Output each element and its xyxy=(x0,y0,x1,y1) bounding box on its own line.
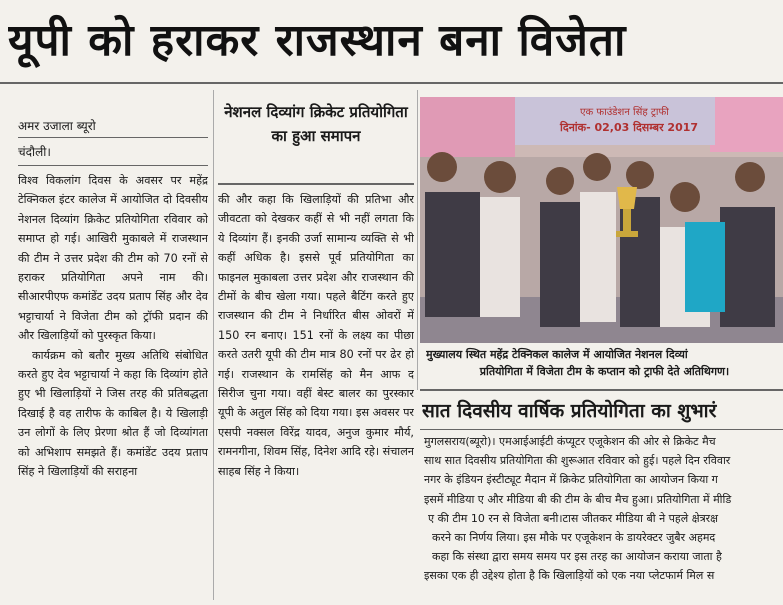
article-line: इसका एक ही उद्देश्य होता है कि खिलाड़ियों को एक नया प्लेटफार्म मिल स xyxy=(424,569,715,583)
article-line: साथ सात दिवसीय प्रतियोगिता की शुरूआत रविवार को हुई। पहले दिन रविवार xyxy=(424,454,731,468)
section-rule xyxy=(420,389,783,391)
article-line: कहा कि संस्था द्वारा समय समय पर इस तरह का आयोजन कराया जाता है xyxy=(432,550,722,564)
article-line: नगर के इंडियन इंस्टीट्यूट मैदान में क्रिकेट प्रतियोगिता का आयोजन किया ग xyxy=(424,473,718,487)
article-line: ए की टीम 10 रन से विजेता बनी।टास जीतकर मीडिया बी ने पहले क्षेत्ररक्ष xyxy=(428,511,719,525)
article-column-2 xyxy=(218,190,414,601)
subhead-rule xyxy=(218,183,414,185)
trophy-ceremony-photo xyxy=(420,97,783,343)
subhead: नेशनल दिव्यांग क्रिकेट प्रतियोगिता का हुआ समापन xyxy=(224,103,408,145)
article-paragraph: की और कहा कि खिलाड़ियों की प्रतिभा और जीवटता को देखकर कहीं से भी नहीं लगता कि ये दिव्यांग हैं। इनकी उर्जा सामान्य व्यक्ति से भी कहीं अधिक है। इससे पूर्व प्रतियोगिता का फाइनल मुकाबला उत्तर प्रदेश और राजस्थान की टीमों के बीच खेला गया। पहले बैटिंग करते हुए राजस्थान की टीम ने निर्धारित बीस ओवरों में 150 रन बनाए। 151 रनों के लक्ष्य का पीछा करते उतरी यूपी की टीम मात्र 80 रनों पर ढेर हो गई। राजस्थान के रामसिंह को मैन आफ द सिरीज चुना गया। वहीं बेस्ट बालर का पुरस्कार यूपी के अतुल सिंह को दिया गया। इस अवसर पर एसपी नक्सल विरेंद्र यादव, अनुज कुमार मौर्य, रामनगीना, शिवम सिंह, दिनेश आदि रहे। संचालन साहब सिंह ने किया। xyxy=(218,193,414,478)
photo-caption-line: मुख्यालय स्थित महेंद्र टेक्निकल कालेज में आयोजित नेशनल दिव्यां xyxy=(426,348,688,361)
headline-rule xyxy=(0,82,783,84)
headline: यूपी को हराकर राजस्थान बना विजेता xyxy=(8,15,627,66)
photo-caption-line: प्रतियोगिता में विजेता टीम के कप्तान को ट्राफी देते अतिथिगण। xyxy=(479,365,730,378)
subhead-2: सात दिवसीय वार्षिक प्रतियोगिता का शुभारं xyxy=(422,400,717,422)
byline-rule xyxy=(18,137,208,138)
byline-place: चंदौली। xyxy=(18,145,51,159)
article-paragraph: विश्व विकलांग दिवस के अवसर पर महेंद्र टेक्निकल इंटर कालेज में आयोजित दो दिवसीय नेशनल दिव्यांग क्रिकेट प्रतियोगिता रविवार को समाप्त हो गई। आखिरी मुकाबले में राजस्थान की टीम ने उत्तर प्रदेश की टीम को 70 रनों से हराकर प्रतियोगिता अपने नाम की। सीआरपीएफ कमांडेंट उदय प्रताप सिंह और देव भट्टाचार्या ने विजेता टीम को ट्रॉफी प्रदान की और खिलाड़ियों को पुरस्कृत किया। xyxy=(18,174,208,343)
article-line: इसमें मीडिया ए और मीडिया बी की टीम के बीच मैच हुआ। प्रतियोगिता में मीडि xyxy=(424,492,732,506)
article-paragraph: कार्यक्रम को बतौर मुख्य अतिथि संबोधित करते हुए देव भट्टाचार्या ने कहा कि दिव्यांग होते हुए भी खिलाड़ियों ने जिस तरह की प्रतिबद्धता दिखाई है वह तारीफ के काबिल है। ये खिलाड़ी उन लोगों के लिए प्रेरणा श्रोत हैं जो दिव्यांगता को अभिशाप समझते हैं। कमांडेंट उदय प्रताप सिंह ने खिलाड़ियों की सराहना xyxy=(18,348,208,479)
photo-illustration xyxy=(420,97,783,343)
byline-source: अमर उजाला ब्यूरो xyxy=(18,119,96,133)
article-line: करने का निर्णय लिया। इस मौके पर एजूकेशन के डायरेक्टर जुबैर अहमद xyxy=(432,531,716,545)
byline-bottom-rule xyxy=(18,165,208,166)
photo-banner-line1: एक फाउंडेशन सिंह ट्राफी xyxy=(580,107,669,118)
photo-caption xyxy=(426,346,783,380)
article-line: मुगलसराय(ब्यूरो)। एमआईआईटी कंप्यूटर एजूकेशन की ओर से क्रिकेट मैच xyxy=(424,435,716,448)
section-rule xyxy=(420,429,783,430)
article-column-1 xyxy=(18,171,208,601)
photo-banner-line2: दिनांक- 02,03 दिसम्बर 2017 xyxy=(560,121,699,134)
article-column-3 xyxy=(424,432,783,602)
column-divider xyxy=(417,90,418,390)
column-divider xyxy=(213,90,214,600)
